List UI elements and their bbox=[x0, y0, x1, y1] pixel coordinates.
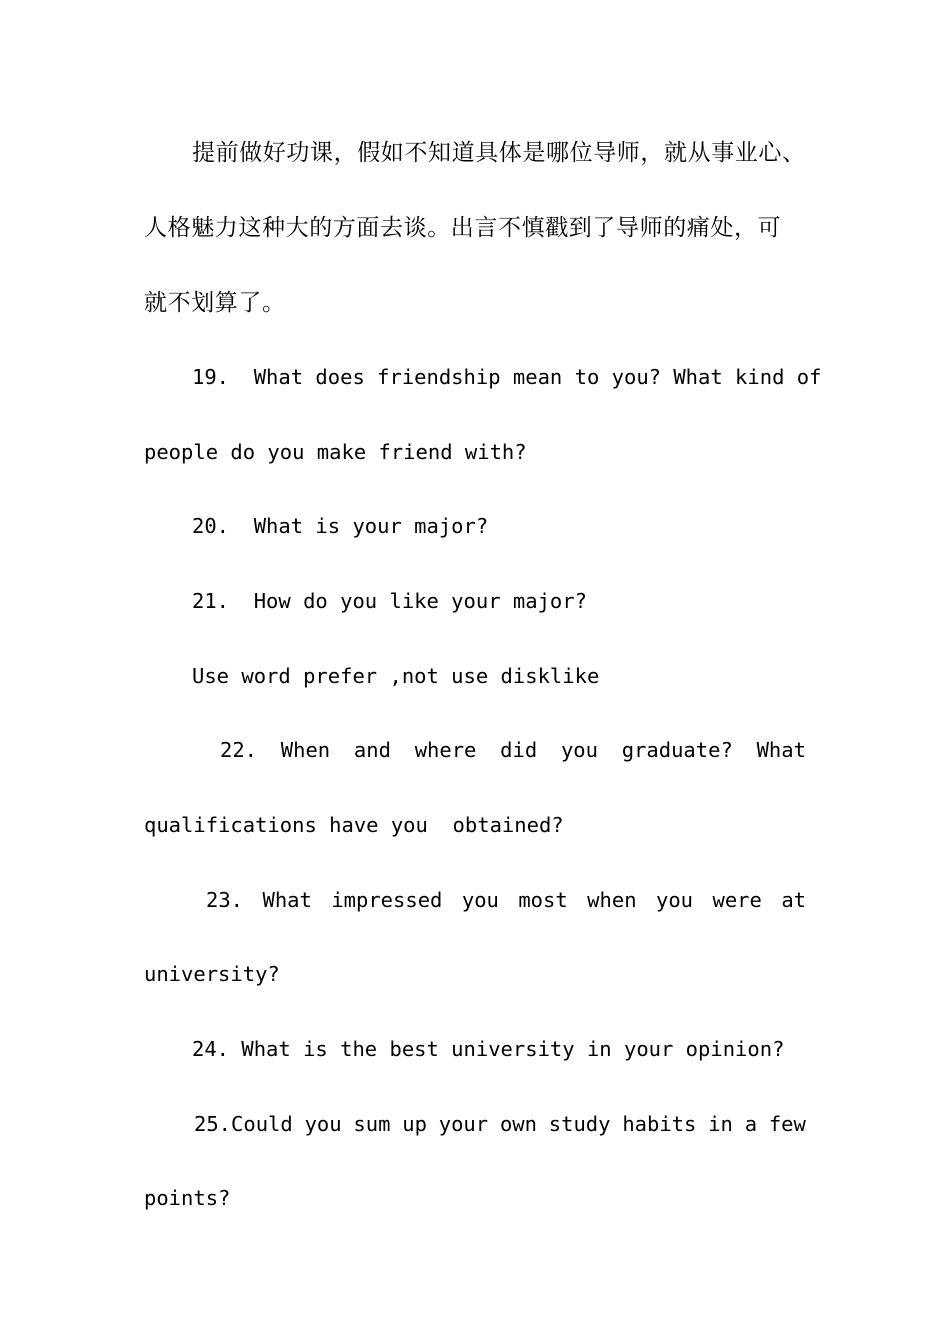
question-21: 21. How do you like your major? bbox=[192, 589, 587, 613]
question-23-line-1 bbox=[206, 880, 806, 920]
question-22-word: and bbox=[353, 738, 391, 762]
question-24: 24. What is the best university in your opinion? bbox=[192, 1037, 785, 1061]
question-22-word: did bbox=[500, 738, 538, 762]
question-25-line-2: points? bbox=[144, 1186, 231, 1210]
question-25-word: up bbox=[402, 1112, 427, 1136]
question-25-word: few bbox=[768, 1112, 806, 1136]
question-23-word: What bbox=[262, 888, 312, 912]
question-25-word: own bbox=[499, 1112, 537, 1136]
question-23-word: you bbox=[656, 888, 694, 912]
question-22-word: What bbox=[756, 738, 806, 762]
question-22-word: When bbox=[280, 738, 331, 762]
question-21-note: Use word prefer ,not use disklike bbox=[192, 664, 600, 688]
question-23-line-2: university? bbox=[144, 962, 280, 986]
question-22-line-1 bbox=[220, 730, 806, 770]
question-25-word: a bbox=[744, 1112, 758, 1136]
question-23-word: when bbox=[587, 888, 637, 912]
question-22-word: graduate? bbox=[621, 738, 733, 762]
question-22-word: where bbox=[414, 738, 477, 762]
paragraph-cn-line-3: 就不划算了。 bbox=[144, 290, 286, 316]
question-25-word: your bbox=[438, 1112, 489, 1136]
question-25-word: habits bbox=[622, 1112, 697, 1136]
question-25-word: study bbox=[548, 1112, 611, 1136]
question-23-word: 23. bbox=[206, 888, 244, 912]
question-20: 20. What is your major? bbox=[192, 514, 489, 538]
question-23-word: were bbox=[712, 888, 762, 912]
question-25-word: you bbox=[304, 1112, 342, 1136]
paragraph-cn-line-1: 提前做好功课，假如不知道具体是哪位导师，就从事业心、 bbox=[192, 140, 806, 166]
question-25-word: sum bbox=[353, 1112, 391, 1136]
question-23-word: you bbox=[461, 888, 499, 912]
question-23-word: most bbox=[518, 888, 568, 912]
question-23-word: at bbox=[781, 888, 806, 912]
question-19-line-1: 19. What does friendship mean to you? What kind of bbox=[192, 365, 822, 389]
question-22-word: 22. bbox=[220, 738, 258, 762]
question-25-word: 25.Could bbox=[194, 1112, 293, 1136]
question-22-line-2: qualifications have you obtained? bbox=[144, 813, 564, 837]
paragraph-cn-line-2: 人格魅力这种大的方面去谈。出言不慎戳到了导师的痛处，可 bbox=[144, 215, 782, 241]
question-23-word: impressed bbox=[331, 888, 443, 912]
question-22-word: you bbox=[560, 738, 598, 762]
question-19-line-2: people do you make friend with? bbox=[144, 440, 527, 464]
question-25-word: in bbox=[708, 1112, 733, 1136]
question-25-line-1 bbox=[194, 1104, 806, 1144]
